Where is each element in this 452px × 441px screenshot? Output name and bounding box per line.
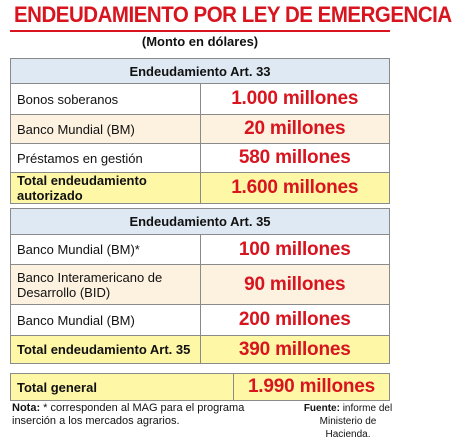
source-text: informe del Ministerio de Hacienda. (319, 403, 393, 440)
row-value: 90 millones (200, 265, 390, 305)
total-row (11, 173, 390, 204)
footnote-text: * corresponden al MAG para el programa inserción a los mercados agrarios. (12, 402, 245, 427)
title-divider (10, 30, 390, 32)
table-row (11, 305, 390, 336)
row-value: 580 millones (200, 144, 390, 173)
row-value: 200 millones (200, 305, 390, 336)
source-label: Fuente: (303, 403, 340, 414)
total-value: 390 millones (200, 336, 390, 364)
total-label: Total endeudamiento Art. 35 (11, 336, 201, 364)
table-art-33 (10, 58, 390, 204)
row-value: 100 millones (200, 235, 390, 265)
grand-total-value: 1.990 millones (234, 374, 390, 401)
source-note (298, 402, 398, 441)
row-label: Préstamos en gestión (11, 144, 201, 173)
table-art-35 (10, 208, 390, 364)
row-value: 20 millones (200, 115, 390, 144)
table-row (11, 144, 390, 173)
row-label: Banco Mundial (BM) (11, 305, 201, 336)
table-row (11, 235, 390, 265)
row-label: Banco Mundial (BM)* (11, 235, 201, 265)
table-row (11, 265, 390, 305)
table-row (11, 115, 390, 144)
total-label: Total endeudamiento autorizado (11, 173, 201, 204)
total-value: 1.600 millones (200, 173, 390, 204)
section-heading-art-35: Endeudamiento Art. 35 (11, 209, 390, 235)
page-subtitle: (Monto en dólares) (141, 34, 259, 49)
page-title: ENDEUDAMIENTO POR LEY DE EMERGENCIA (14, 2, 452, 27)
row-label: Bonos soberanos (11, 84, 201, 115)
row-label: Banco Mundial (BM) (11, 115, 201, 144)
grand-total-label: Total general (11, 374, 234, 401)
row-value: 1.000 millones (200, 84, 390, 115)
table-header-row (11, 59, 390, 84)
grand-total-row (11, 374, 390, 401)
footnote-label: Nota: (12, 402, 41, 414)
table-grand-total (10, 373, 390, 401)
section-heading-art-33: Endeudamiento Art. 33 (11, 59, 390, 84)
footnote (12, 402, 284, 428)
row-label: Banco Interamericano de Desarrollo (BID) (11, 265, 201, 305)
total-row (11, 336, 390, 364)
table-row (11, 84, 390, 115)
table-header-row (11, 209, 390, 235)
